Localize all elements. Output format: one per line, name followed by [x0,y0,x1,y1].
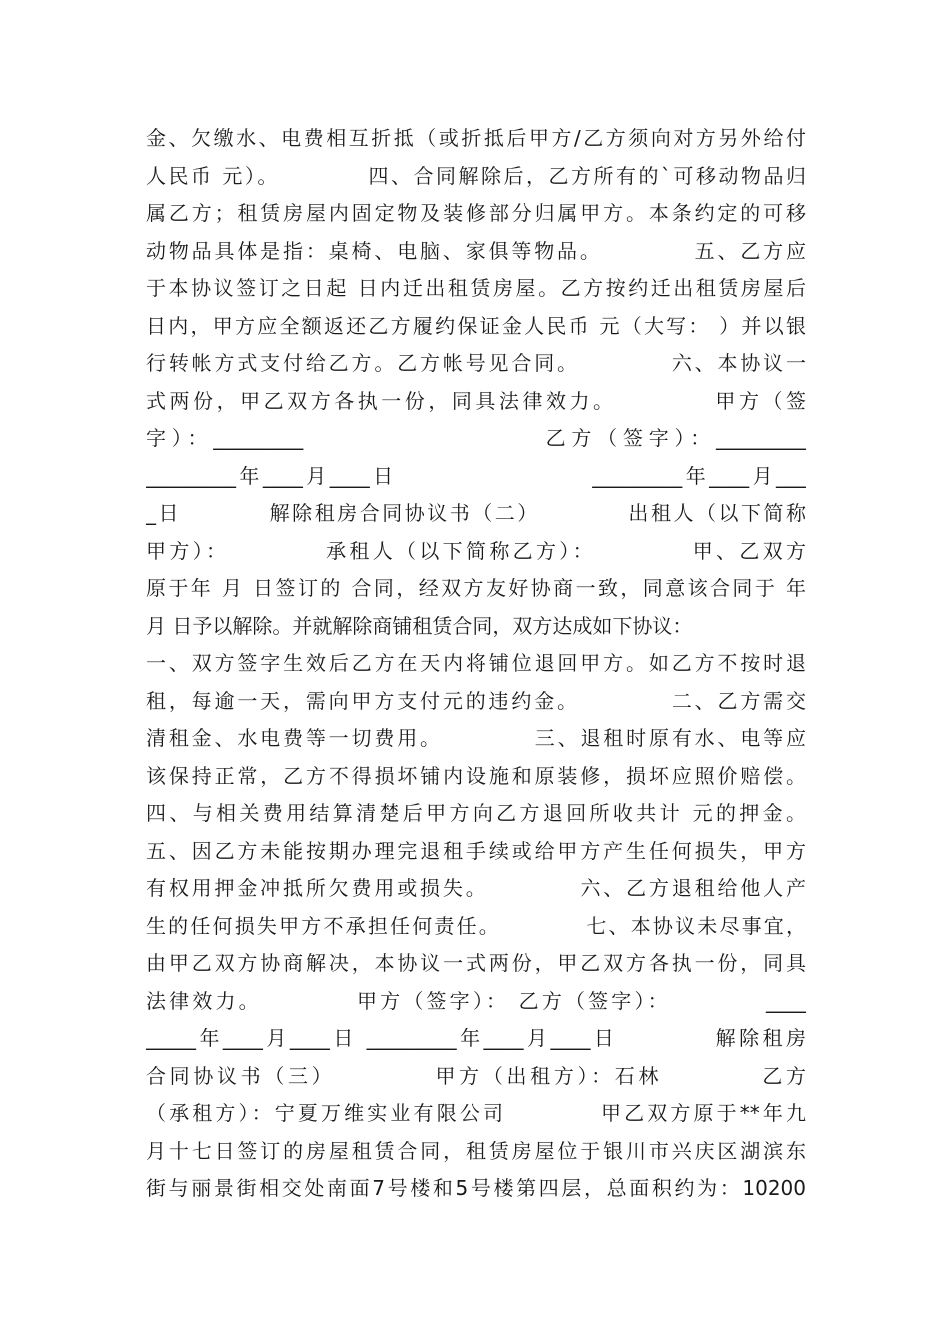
text-line: 金、欠缴水、电费相互折抵（或折抵后甲方/乙方须向对方另外给付 [146,126,806,150]
text-line: 日内，甲方应全额返还乙方履约保证金人民币 元（大写： ）并以银 [146,313,806,338]
text-line: 清租金、水电费等一切费用。 三、退租时原有水、电等应 [146,726,806,750]
text-line: 月 日予以解除。并就解除商铺租赁合同，双方达成如下协议： [146,613,693,638]
text-line: 该保持正常，乙方不得损坏铺内设施和原装修，损坏应照价赔偿。 [146,763,806,788]
text-line: _____年____月____日 _________年____月____日 解除租房 [146,1026,806,1050]
text-line: 一、双方签字生效后乙方在天内将铺位退回甲方。如乙方不按时退 [146,651,806,675]
text-line: 字）：_________ 乙方（签字）：_________ [146,426,806,450]
text-line: _________年____月____日 _________年____月___ [146,463,806,488]
text-line: 四、与相关费用结算清楚后甲方向乙方退回所收共计 元的押金。 [146,801,806,825]
text-line: 由甲乙双方协商解决，本协议一式两份，甲乙双方各执一份，同具 [146,951,806,975]
text-line: 合同协议书（三） 甲方（出租方）：石林 乙方 [146,1063,806,1088]
text-line: 动物品具体是指：桌椅、电脑、家俱等物品。 五、乙方应 [146,238,806,263]
text-line: 行转帐方式支付给乙方。乙方帐号见合同。 六、本协议一 [146,351,806,375]
text-line: _日 解除租房合同协议书（二） 出租人（以下简称 [146,501,806,525]
text-line: 法律效力。 甲方（签字）： 乙方（签字）： ____ [146,988,806,1013]
text-line: 生的任何损失甲方不承担任何责任。 七、本协议未尽事宜， [146,913,806,938]
text-line: 人民币 元）。 四、合同解除后，乙方所有的`可移动物品归 [146,163,806,188]
document-body [146,120,806,1208]
text-line: 有权用押金冲抵所欠费用或损失。 六、乙方退租给他人产 [146,876,806,900]
text-line: 甲方）： 承租人（以下简称乙方）： 甲、乙双方 [146,538,806,563]
text-line: 于本协议签订之日起 日内迁出租赁房屋。乙方按约迁出租赁房屋后 [146,276,806,300]
text-line: 租，每逾一天，需向甲方支付元的违约金。 二、乙方需交 [146,688,806,713]
text-line: 式两份，甲乙双方各执一份，同具法律效力。 甲方（签 [146,388,806,413]
text-line: （承租方）：宁夏万维实业有限公司 甲乙双方原于**年九 [146,1101,806,1125]
text-line: 月十七日签订的房屋租赁合同，租赁房屋位于银川市兴庆区湖滨东 [146,1138,806,1163]
text-line: 属乙方；租赁房屋内固定物及装修部分归属甲方。本条约定的可移 [146,201,806,225]
text-line: 街与丽景街相交处南面7号楼和5号楼第四层，总面积约为：10200 [146,1176,806,1200]
text-line: 原于年 月 日签订的 合同，经双方友好协商一致，同意该合同于 年 [146,576,806,600]
text-line: 五、因乙方未能按期办理完退租手续或给甲方产生任何损失，甲方 [146,838,806,863]
